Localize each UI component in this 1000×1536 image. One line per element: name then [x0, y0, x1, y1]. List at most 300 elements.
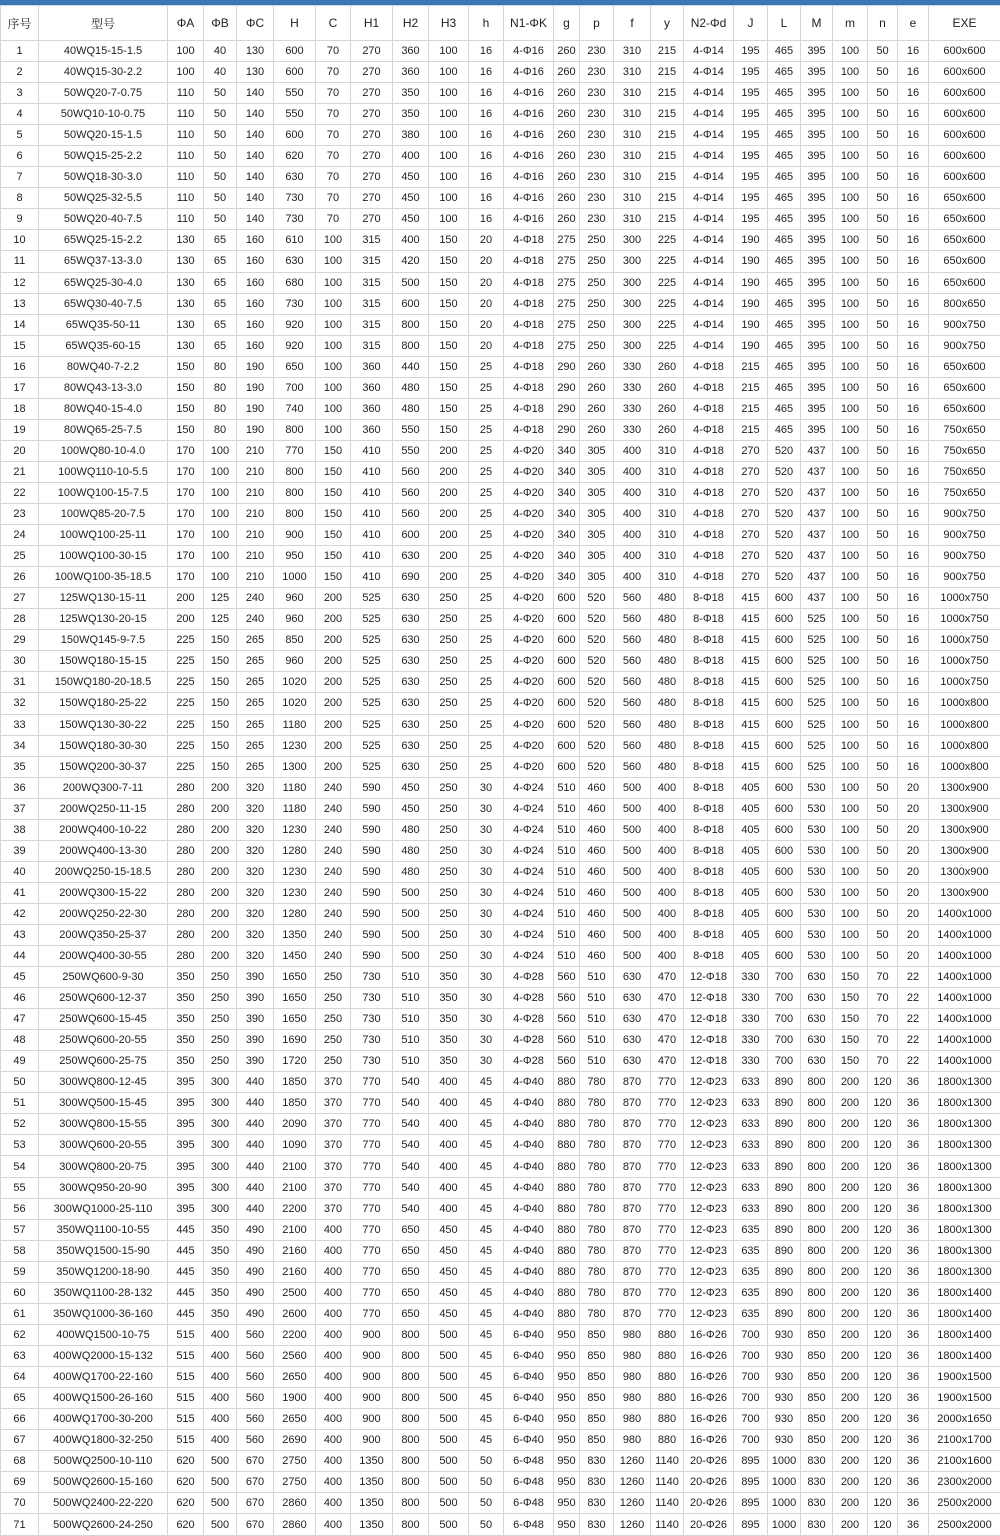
cell: 6-Φ40 [504, 1366, 554, 1387]
cell: 4-Φ16 [504, 62, 554, 83]
cell: 960 [274, 609, 316, 630]
cell: 100 [429, 125, 469, 146]
cell: 600 [768, 672, 801, 693]
cell: 80WQ65-25-7.5 [39, 419, 168, 440]
cell: 1230 [274, 819, 316, 840]
cell: 620 [168, 1451, 204, 1472]
cell: 58 [1, 1240, 39, 1261]
cell: 630 [393, 546, 429, 567]
cell: 395 [801, 83, 833, 104]
header-row [1, 6, 1000, 41]
cell: 16 [898, 209, 929, 230]
cell: 560 [393, 504, 429, 525]
cell: 800 [801, 1219, 833, 1240]
cell: 1000x750 [929, 588, 1000, 609]
cell: 525 [801, 735, 833, 756]
cell: 150WQ200-30-37 [39, 756, 168, 777]
cell: 50 [868, 672, 898, 693]
cell: 360 [393, 62, 429, 83]
cell: 1180 [274, 714, 316, 735]
cell: 150 [316, 504, 351, 525]
cell: 1900x1500 [929, 1388, 1000, 1409]
cell: 400 [429, 1198, 469, 1219]
cell: 16 [898, 440, 929, 461]
cell: 880 [554, 1114, 580, 1135]
cell: 300WQ600-20-55 [39, 1135, 168, 1156]
cell: 400 [393, 146, 429, 167]
cell: 700 [768, 988, 801, 1009]
cell: 450 [393, 167, 429, 188]
cell: 110 [168, 83, 204, 104]
cell: 350 [429, 1051, 469, 1072]
cell: 65WQ30-40-7.5 [39, 293, 168, 314]
cell: 633 [734, 1093, 768, 1114]
cell: 1260 [614, 1514, 651, 1536]
cell: 225 [168, 630, 204, 651]
cell: 530 [801, 777, 833, 798]
cell: 950 [554, 1430, 580, 1451]
cell: 50 [469, 1493, 504, 1514]
cell: 850 [580, 1409, 614, 1430]
cell: 17 [1, 377, 39, 398]
cell: 510 [580, 967, 614, 988]
table-row [1, 167, 1000, 188]
cell: 50 [868, 104, 898, 125]
cell: 6-Φ40 [504, 1388, 554, 1409]
cell: 150 [429, 293, 469, 314]
cell: 260 [580, 398, 614, 419]
cell: 4-Φ14 [684, 62, 734, 83]
column-header: e [898, 6, 929, 41]
cell: 1180 [274, 798, 316, 819]
cell: 50 [868, 377, 898, 398]
cell: 315 [351, 293, 393, 314]
cell: 71 [1, 1514, 39, 1536]
cell: 240 [316, 798, 351, 819]
cell: 465 [768, 83, 801, 104]
cell: 50 [868, 41, 898, 62]
cell: 50 [868, 230, 898, 251]
cell: 270 [734, 525, 768, 546]
cell: 395 [168, 1135, 204, 1156]
cell: 150 [204, 630, 237, 651]
table-row [1, 440, 1000, 461]
cell: 260 [554, 41, 580, 62]
cell: 150 [204, 756, 237, 777]
cell: 700 [768, 1051, 801, 1072]
table-row [1, 946, 1000, 967]
cell: 830 [801, 1451, 833, 1472]
cell: 800 [393, 1324, 429, 1345]
cell: 560 [614, 588, 651, 609]
cell: 930 [768, 1324, 801, 1345]
cell: 46 [1, 988, 39, 1009]
cell: 170 [168, 440, 204, 461]
cell: 980 [614, 1366, 651, 1387]
cell: 870 [614, 1240, 651, 1261]
cell: 190 [237, 419, 274, 440]
cell: 500 [429, 1451, 469, 1472]
cell: 100 [833, 504, 868, 525]
cell: 200 [833, 1514, 868, 1536]
cell: 520 [768, 567, 801, 588]
cell: 120 [868, 1345, 898, 1366]
cell: 100 [429, 188, 469, 209]
cell: 630 [393, 630, 429, 651]
cell: 1900x1500 [929, 1366, 1000, 1387]
cell: 200 [429, 567, 469, 588]
cell: 16 [898, 672, 929, 693]
cell: 50 [868, 83, 898, 104]
cell: 240 [237, 609, 274, 630]
cell: 770 [351, 1219, 393, 1240]
cell: 315 [351, 272, 393, 293]
cell: 20 [898, 924, 929, 945]
column-header: f [614, 6, 651, 41]
cell: 800 [801, 1198, 833, 1219]
cell: 150 [316, 482, 351, 503]
cell: 350 [168, 967, 204, 988]
cell: 50 [868, 398, 898, 419]
cell: 830 [801, 1472, 833, 1493]
cell: 3 [1, 83, 39, 104]
cell: 400 [429, 1114, 469, 1135]
cell: 400 [651, 819, 684, 840]
cell: 170 [168, 504, 204, 525]
cell: 150WQ180-25-22 [39, 693, 168, 714]
cell: 330 [614, 398, 651, 419]
cell: 4-Φ16 [504, 167, 554, 188]
cell: 150 [168, 398, 204, 419]
cell: 800 [801, 1261, 833, 1282]
cell: 275 [554, 293, 580, 314]
cell: 635 [734, 1219, 768, 1240]
column-header: n [868, 6, 898, 41]
cell: 440 [237, 1177, 274, 1198]
cell: 170 [168, 461, 204, 482]
table-row [1, 504, 1000, 525]
cell: 200 [833, 1093, 868, 1114]
cell: 900 [351, 1430, 393, 1451]
cell: 4-Φ40 [504, 1072, 554, 1093]
cell: 830 [580, 1514, 614, 1536]
table-row [1, 104, 1000, 125]
cell: 25 [469, 419, 504, 440]
cell: 600x600 [929, 146, 1000, 167]
cell: 360 [351, 356, 393, 377]
cell: 530 [801, 861, 833, 882]
cell: 250 [204, 967, 237, 988]
cell: 45 [1, 967, 39, 988]
cell: 450 [429, 1240, 469, 1261]
cell: 1140 [651, 1451, 684, 1472]
cell: 4-Φ14 [684, 125, 734, 146]
cell: 950 [554, 1324, 580, 1345]
table-row [1, 461, 1000, 482]
cell: 16 [898, 125, 929, 146]
cell: 20 [898, 946, 929, 967]
cell: 900 [351, 1409, 393, 1430]
cell: 1300x900 [929, 861, 1000, 882]
cell: 230 [580, 146, 614, 167]
cell: 16 [898, 609, 929, 630]
cell: 610 [274, 230, 316, 251]
cell: 525 [801, 756, 833, 777]
cell: 50 [868, 756, 898, 777]
cell: 63 [1, 1345, 39, 1366]
cell: 450 [393, 798, 429, 819]
cell: 12-Φ23 [684, 1093, 734, 1114]
cell: 120 [868, 1493, 898, 1514]
cell: 880 [651, 1388, 684, 1409]
cell: 410 [351, 504, 393, 525]
cell: 26 [1, 567, 39, 588]
cell: 460 [580, 819, 614, 840]
cell: 225 [651, 293, 684, 314]
cell: 520 [580, 714, 614, 735]
cell: 250 [429, 882, 469, 903]
cell: 1800x1300 [929, 1240, 1000, 1261]
cell: 70 [316, 83, 351, 104]
cell: 70 [316, 62, 351, 83]
cell: 880 [651, 1345, 684, 1366]
cell: 8-Φ18 [684, 861, 734, 882]
cell: 50 [868, 777, 898, 798]
cell: 100 [833, 62, 868, 83]
cell: 190 [734, 251, 768, 272]
cell: 830 [580, 1493, 614, 1514]
cell: 50 [868, 735, 898, 756]
cell: 850 [580, 1324, 614, 1345]
cell: 400 [316, 1324, 351, 1345]
cell: 100 [316, 230, 351, 251]
cell: 250 [429, 819, 469, 840]
cell: 120 [868, 1261, 898, 1282]
cell: 395 [801, 251, 833, 272]
cell: 225 [168, 756, 204, 777]
cell: 440 [237, 1093, 274, 1114]
cell: 1300x900 [929, 777, 1000, 798]
cell: 520 [580, 672, 614, 693]
cell: 4-Φ14 [684, 335, 734, 356]
cell: 16 [898, 756, 929, 777]
cell: 225 [651, 314, 684, 335]
cell: 11 [1, 251, 39, 272]
cell: 70 [316, 167, 351, 188]
cell: 100 [204, 525, 237, 546]
cell: 260 [554, 104, 580, 125]
cell: 310 [614, 188, 651, 209]
cell: 4-Φ14 [684, 104, 734, 125]
table-row [1, 1514, 1000, 1536]
cell: 16 [898, 525, 929, 546]
cell: 50 [868, 609, 898, 630]
cell: 900x750 [929, 567, 1000, 588]
cell: 200 [204, 903, 237, 924]
cell: 36 [898, 1514, 929, 1536]
cell: 395 [801, 314, 833, 335]
cell: 520 [768, 482, 801, 503]
cell: 800 [801, 1156, 833, 1177]
cell: 4-Φ40 [504, 1114, 554, 1135]
cell: 300 [204, 1198, 237, 1219]
cell: 950 [554, 1472, 580, 1493]
cell: 1000 [768, 1493, 801, 1514]
cell: 110 [168, 104, 204, 125]
cell: 265 [237, 714, 274, 735]
table-row [1, 293, 1000, 314]
cell: 100 [833, 735, 868, 756]
cell: 350 [168, 1009, 204, 1030]
cell: 200 [429, 546, 469, 567]
cell: 370 [316, 1093, 351, 1114]
cell: 480 [393, 861, 429, 882]
cell: 950 [554, 1388, 580, 1409]
cell: 750x650 [929, 461, 1000, 482]
cell: 465 [768, 209, 801, 230]
cell: 700 [734, 1388, 768, 1409]
cell: 770 [351, 1198, 393, 1219]
cell: 40 [204, 62, 237, 83]
cell: 4-Φ20 [504, 735, 554, 756]
cell: 1020 [274, 693, 316, 714]
cell: 650x600 [929, 398, 1000, 419]
cell: 510 [580, 1009, 614, 1030]
cell: 44 [1, 946, 39, 967]
cell: 70 [316, 209, 351, 230]
cell: 590 [351, 861, 393, 882]
cell: 510 [393, 1051, 429, 1072]
cell: 650 [393, 1303, 429, 1324]
cell: 415 [734, 651, 768, 672]
cell: 250 [204, 988, 237, 1009]
cell: 310 [651, 546, 684, 567]
cell: 870 [614, 1303, 651, 1324]
table-row [1, 1177, 1000, 1198]
cell: 200WQ250-15-18.5 [39, 861, 168, 882]
cell: 40WQ15-15-1.5 [39, 41, 168, 62]
cell: 590 [351, 777, 393, 798]
cell: 4-Φ16 [504, 146, 554, 167]
cell: 100 [833, 714, 868, 735]
cell: 1400x1000 [929, 967, 1000, 988]
cell: 400 [316, 1451, 351, 1472]
cell: 460 [580, 798, 614, 819]
cell: 4-Φ14 [684, 41, 734, 62]
cell: 16 [898, 567, 929, 588]
cell: 320 [237, 819, 274, 840]
cell: 50 [868, 882, 898, 903]
cell: 650x600 [929, 272, 1000, 293]
cell: 37 [1, 798, 39, 819]
cell: 50 [868, 924, 898, 945]
cell: 1000x800 [929, 693, 1000, 714]
cell: 850 [801, 1345, 833, 1366]
cell: 4-Φ14 [684, 167, 734, 188]
cell: 80WQ40-7-2.2 [39, 356, 168, 377]
cell: 405 [734, 777, 768, 798]
cell: 200 [204, 946, 237, 967]
cell: 36 [898, 1198, 929, 1219]
cell: 330 [614, 377, 651, 398]
cell: 780 [580, 1240, 614, 1261]
cell: 265 [237, 693, 274, 714]
cell: 50WQ20-40-7.5 [39, 209, 168, 230]
cell: 590 [351, 840, 393, 861]
cell: 16 [898, 230, 929, 251]
cell: 200 [204, 777, 237, 798]
cell: 200WQ350-25-37 [39, 924, 168, 945]
cell: 150 [429, 377, 469, 398]
cell: 900x750 [929, 525, 1000, 546]
table-row [1, 1093, 1000, 1114]
cell: 12-Φ18 [684, 1009, 734, 1030]
cell: 630 [274, 251, 316, 272]
cell: 100 [833, 188, 868, 209]
cell: 35 [1, 756, 39, 777]
cell: 260 [554, 62, 580, 83]
cell: 395 [801, 146, 833, 167]
cell: 12-Φ23 [684, 1261, 734, 1282]
cell: 12-Φ18 [684, 1051, 734, 1072]
cell: 100 [833, 777, 868, 798]
cell: 50 [868, 903, 898, 924]
cell: 800 [393, 1451, 429, 1472]
cell: 1800x1400 [929, 1282, 1000, 1303]
cell: 215 [651, 62, 684, 83]
cell: 215 [651, 146, 684, 167]
cell: 12-Φ23 [684, 1240, 734, 1261]
cell: 700 [734, 1409, 768, 1430]
cell: 200 [833, 1324, 868, 1345]
cell: 4-Φ28 [504, 1051, 554, 1072]
cell: 490 [237, 1303, 274, 1324]
cell: 400 [651, 777, 684, 798]
cell: 500 [204, 1493, 237, 1514]
cell: 320 [237, 861, 274, 882]
cell: 890 [768, 1240, 801, 1261]
cell: 600 [554, 588, 580, 609]
cell: 250 [316, 1009, 351, 1030]
cell: 440 [237, 1072, 274, 1093]
table-row [1, 272, 1000, 293]
cell: 600 [768, 630, 801, 651]
cell: 525 [351, 672, 393, 693]
cell: 150WQ180-15-15 [39, 651, 168, 672]
cell: 370 [316, 1177, 351, 1198]
cell: 140 [237, 188, 274, 209]
cell: 110 [168, 167, 204, 188]
cell: 50WQ15-25-2.2 [39, 146, 168, 167]
cell: 100 [833, 840, 868, 861]
cell: 390 [237, 988, 274, 1009]
cell: 310 [614, 209, 651, 230]
cell: 270 [351, 167, 393, 188]
cell: 260 [580, 377, 614, 398]
table-row [1, 567, 1000, 588]
cell: 410 [351, 461, 393, 482]
cell: 65 [204, 335, 237, 356]
cell: 250 [580, 293, 614, 314]
cell: 770 [274, 440, 316, 461]
cell: 150 [429, 419, 469, 440]
cell: 437 [801, 482, 833, 503]
cell: 16 [469, 188, 504, 209]
cell: 8-Φ18 [684, 777, 734, 798]
cell: 120 [868, 1324, 898, 1345]
cell: 590 [351, 819, 393, 840]
cell: 50 [868, 819, 898, 840]
